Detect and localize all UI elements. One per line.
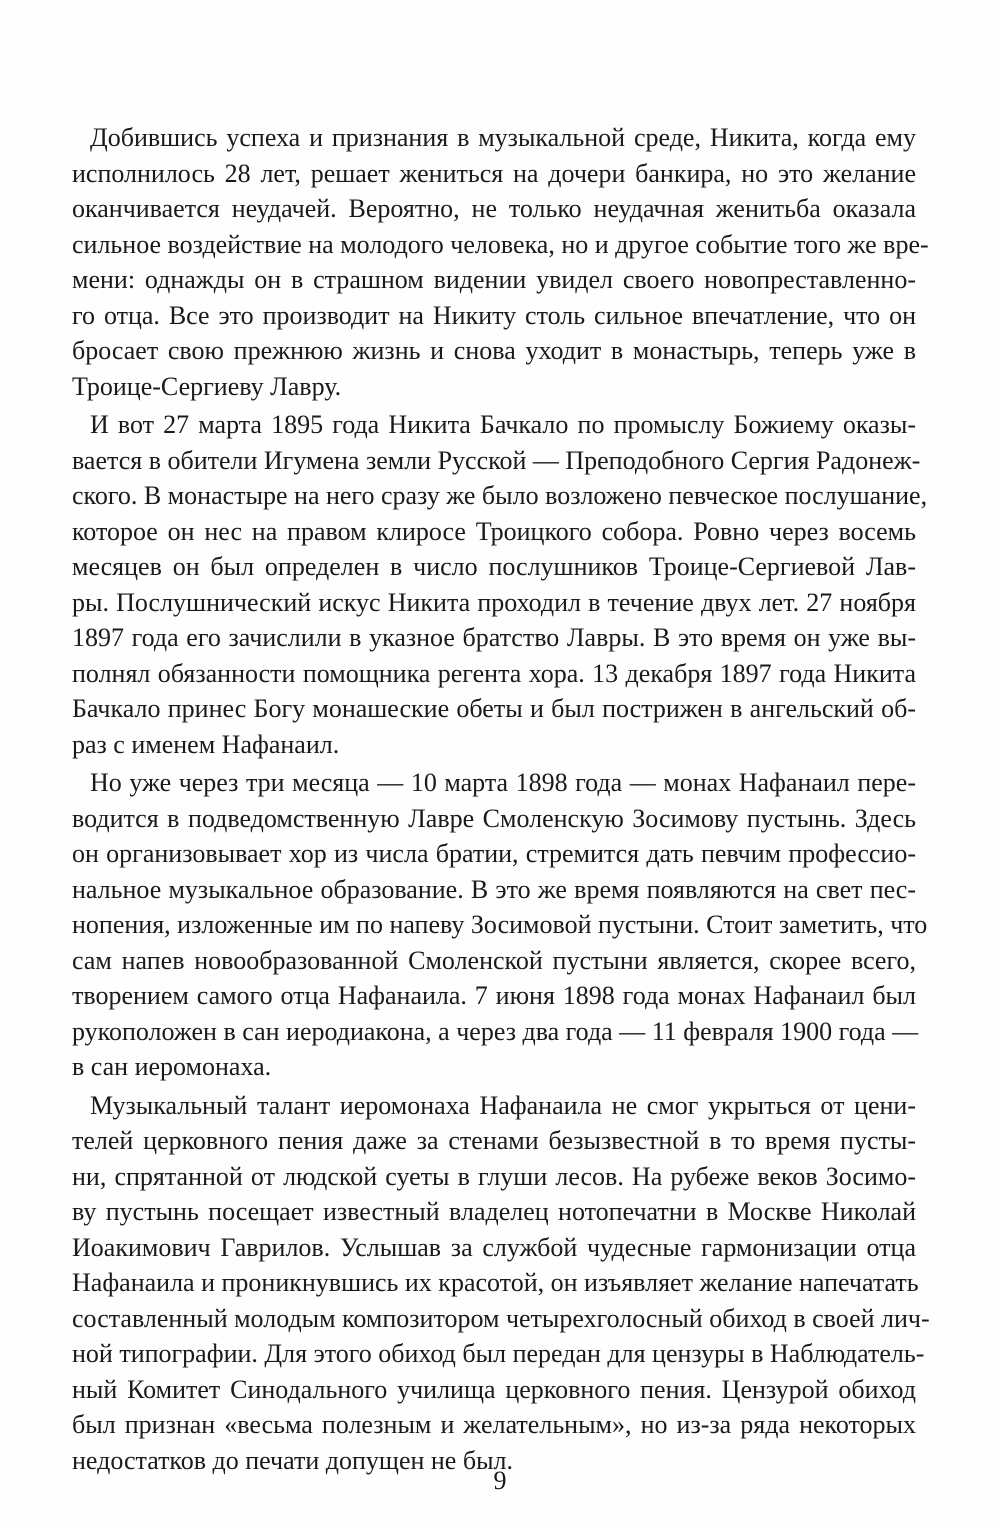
text-line: оканчивается неудачей. Вероятно, не только неудачная женитьба оказала [72,194,916,223]
text-line: был признан «весьма полезным и желательным», но из-за ряда некоторых [72,1410,916,1439]
paragraph-1 [72,120,929,404]
text-line: И вот 27 марта 1895 года Никита Бачкало по промыслу Божиему оказы- [90,410,916,439]
text-line: ского. В монастыре на него сразу же было возложено певческое послушание, [72,481,928,510]
body-text [72,120,930,1481]
text-line: месяцев он был определен в число послушников Троице-Сергиевой Лав- [72,552,916,581]
text-line: нальное музыкальное образование. В это же время появляются на свет пес- [72,874,916,904]
paragraph-4 [72,1088,930,1479]
text-line: телей церковного пения даже за стенами безызвестной в то время пусты- [72,1126,916,1155]
text-line: Музыкальный талант иеромонаха Нафанаила не смог укрыться от цени- [90,1090,916,1120]
text-line: 1897 года его зачислили в указное братство Лавры. В это время он уже вы- [72,623,916,652]
text-line: вается в обители Игумена земли Русской — Преподобного Сергия Радонеж- [72,445,921,475]
text-line: Бачкало принес Богу монашеские обеты и был пострижен в ангельский об- [72,694,916,723]
text-line: Добившись успеха и признания в музыкальной среде, Никита, когда ему [90,123,916,152]
text-line: составленный молодым композитором четырехголосный обиход в своей лич- [72,1303,930,1333]
text-line: нопения, изложенные им по напеву Зосимовой пустыни. Стоит заметить, что [72,910,928,939]
text-line: которое он нес на правом клиросе Троицкого собора. Ровно через восемь [72,516,916,546]
text-line: Иоакимович Гаврилов. Услышав за службой чудесные гармонизации отца [72,1232,916,1262]
text-line: Но уже через три месяца — 10 марта 1898 года — монах Нафанаил пере- [90,768,916,797]
text-line: бросает свою прежнюю жизнь и снова уходит в монастырь, теперь уже в [72,336,916,365]
text-line: Нафанаила и проникнувшись их красотой, он изъявляет желание напечатать [72,1268,919,1297]
text-line: недостатков до печати допущен не был. [72,1445,514,1475]
text-line: творением самого отца Нафанаила. 7 июня 1898 года монах Нафанаил был [72,981,916,1010]
text-line: рукоположен в сан иеродиакона, а через два года — 11 февраля 1900 года — [72,1016,919,1046]
text-line: ры. Послушнический искус Никита проходил в течение двух лет. 27 ноября [72,587,916,617]
text-line: водится в подведомственную Лавре Смоленскую Зосимову пустынь. Здесь [72,803,916,833]
text-line: ной типографии. Для этого обиход был передан для цензуры в Наблюдатель- [72,1339,925,1368]
text-line: ву пустынь посещает известный владелец нотопечатни в Москве Николай [72,1197,916,1226]
paragraph-3 [72,765,928,1085]
page-number: 9 [493,1466,507,1495]
text-line: сам напев новообразованной Смоленской пустыни является, скорее всего, [72,945,916,975]
text-line: он организовывает хор из числа братии, стремится дать певчим профессио- [72,839,916,868]
text-line: в сан иеромонаха. [72,1052,272,1081]
text-line: мени: однажды он в страшном видении увидел своего новопреставленно- [72,265,916,294]
text-line: го отца. Все это производит на Никиту столь сильное впечатление, что он [72,300,916,330]
text-line: ни, спрятанной от людской суеты в глуши лесов. На рубеже веков Зосимо- [72,1161,916,1191]
text-line: ный Комитет Синодального училища церковного пения. Цензурой обиход [72,1374,916,1404]
text-line: сильное воздействие на молодого человека, но и другое событие того же вре- [72,229,929,259]
text-line: полнял обязанности помощника регента хора. 13 декабря 1897 года Никита [72,658,916,688]
paragraph-2 [72,407,928,762]
text-line: раз с именем Нафанаил. [72,729,340,759]
text-line: Троице-Сергиеву Лавру. [72,371,342,401]
text-line: исполнилось 28 лет, решает жениться на дочери банкира, но это желание [72,158,916,188]
